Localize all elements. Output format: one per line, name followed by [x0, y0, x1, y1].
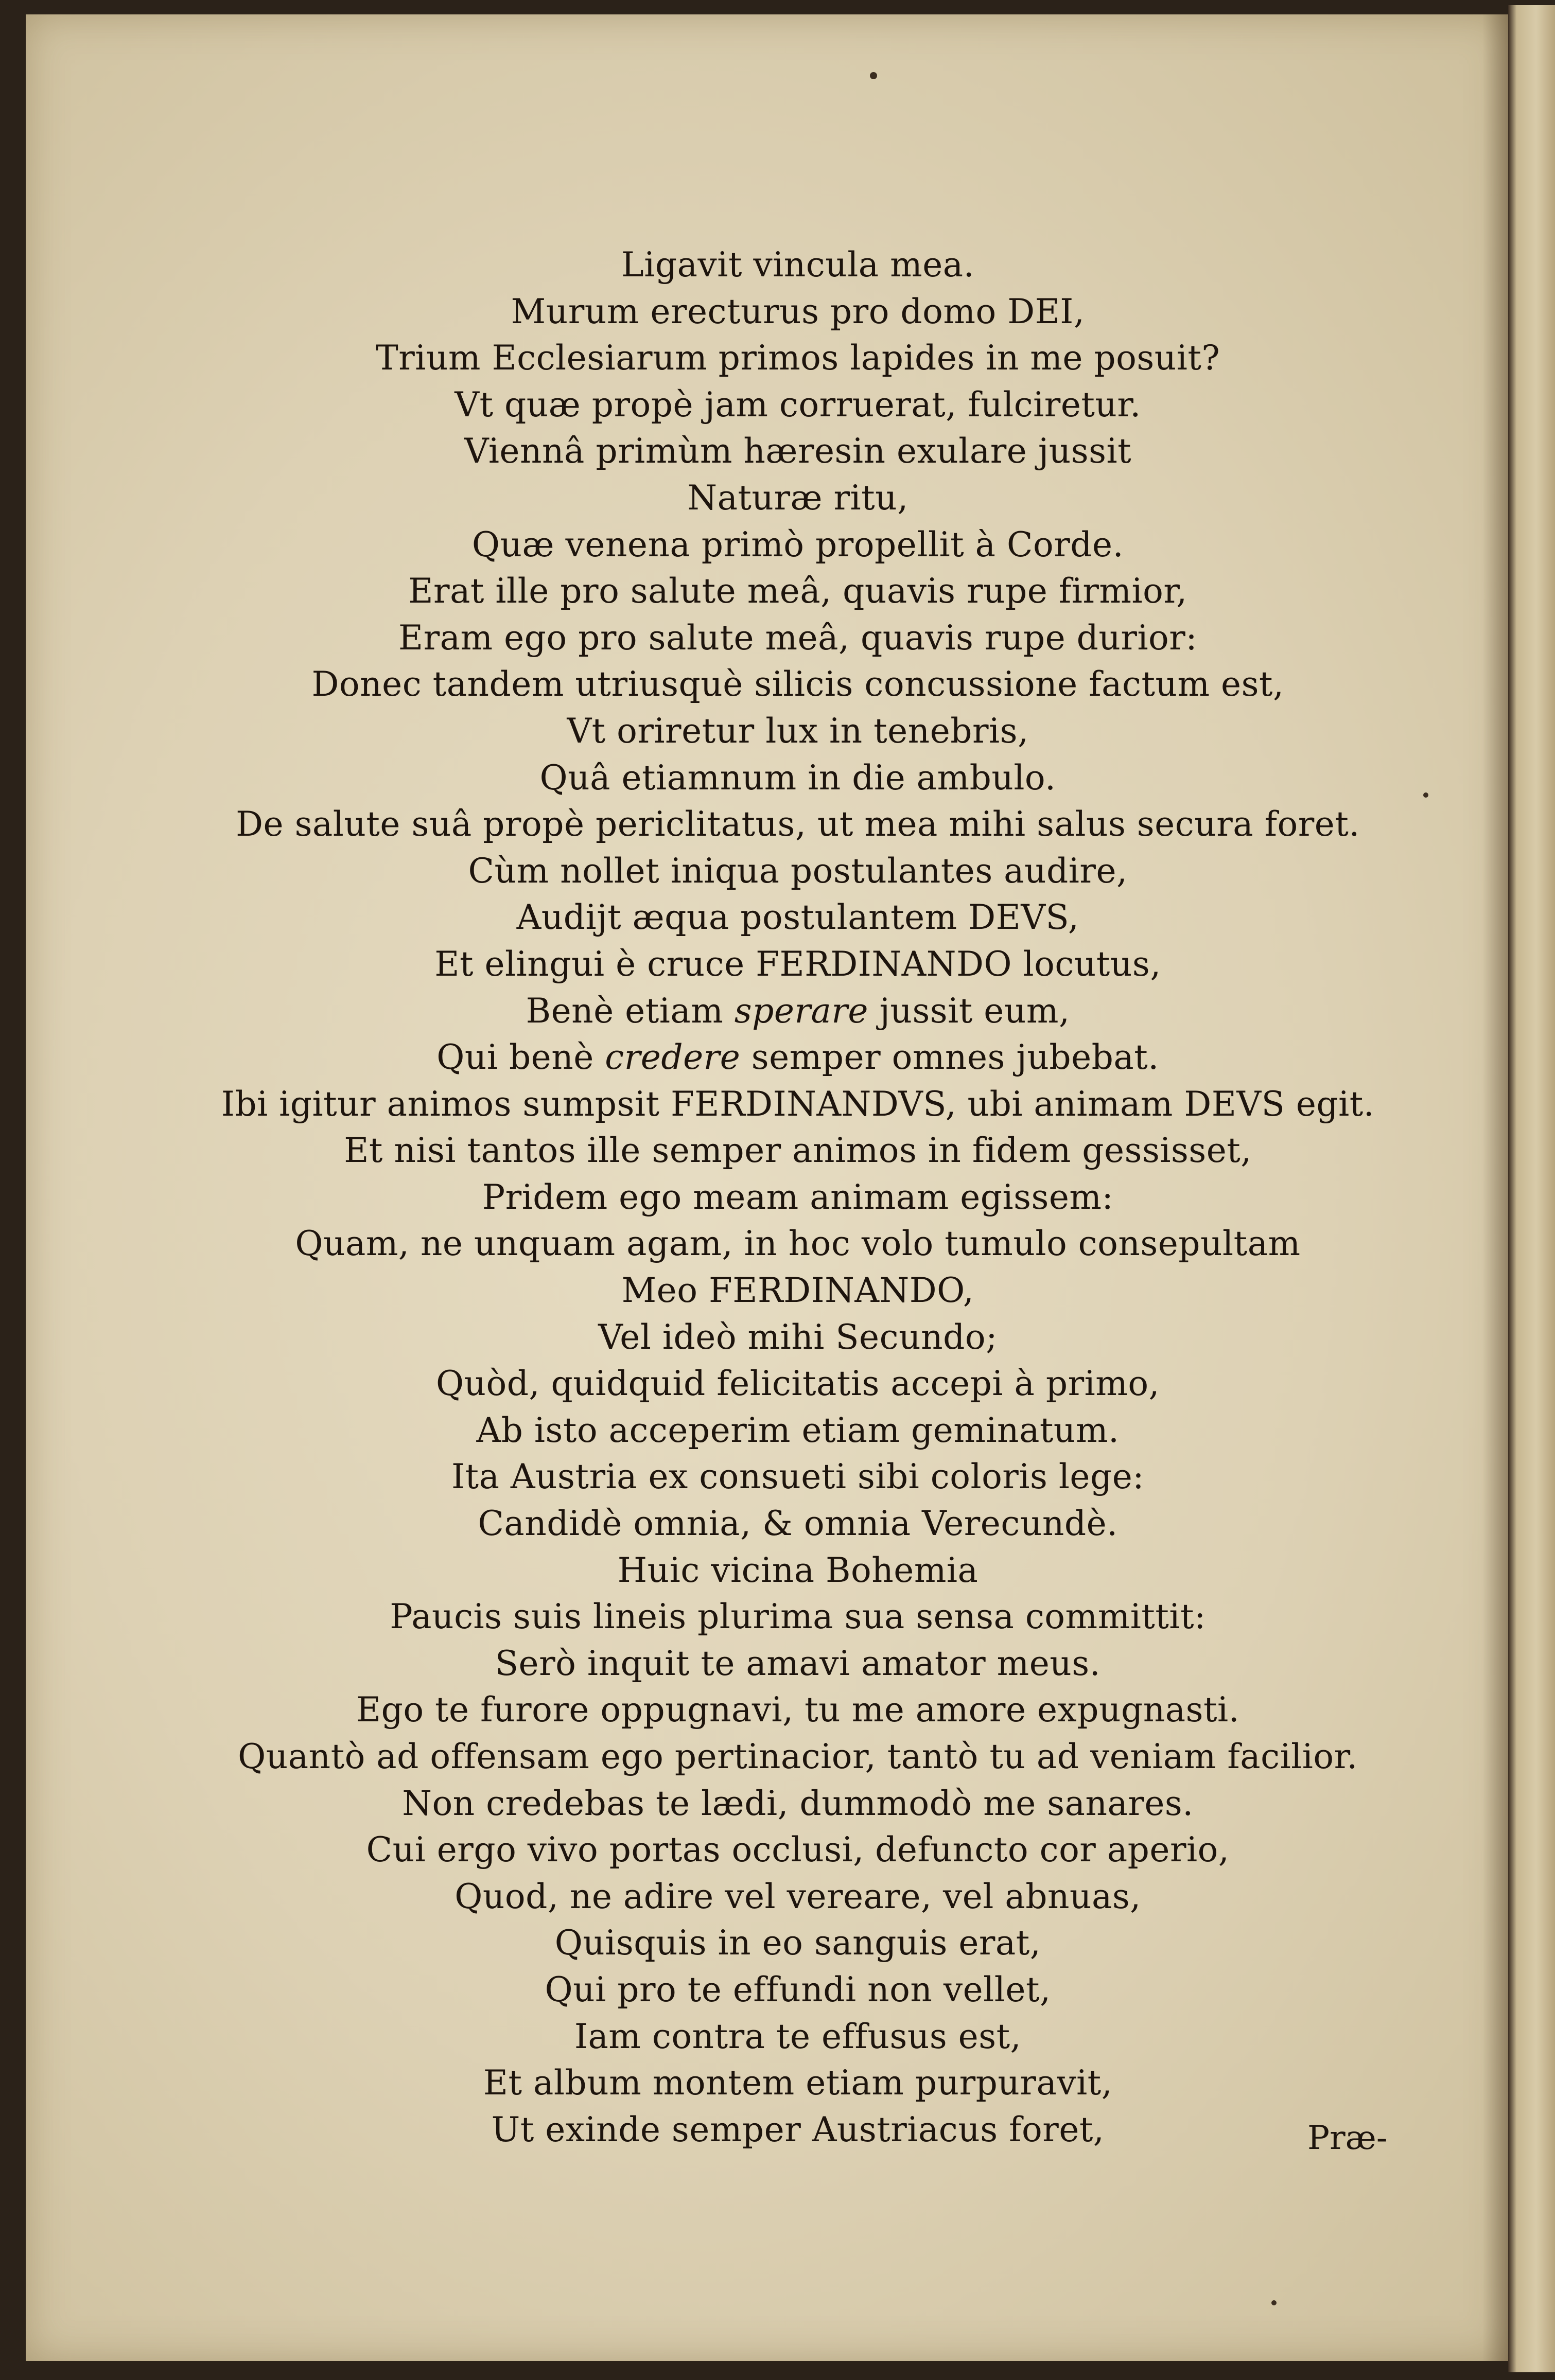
text-line-38: Qui pro te effundi non vellet,	[545, 1969, 1051, 2009]
text-line-1: Ligavit vincula mea.	[621, 245, 975, 285]
text-line-31: Serò inquit te amavi amator meus.	[495, 1643, 1101, 1683]
text-line-12: Quâ etiamnum in die ambulo.	[539, 757, 1056, 798]
text-line-39: Iam contra te effusus est,	[574, 2016, 1022, 2056]
text-line-21: Pridem ego meam animam egissem:	[482, 1177, 1114, 1217]
text-line-27: Ita Austria ex consueti sibi coloris lege:	[451, 1457, 1145, 1497]
text-line-41: Ut exinde semper Austriacus foret,	[491, 2109, 1105, 2149]
text-line-2: Murum erecturus pro domo DEI,	[511, 291, 1085, 331]
text-line-29: Huic vicina Bohemia	[617, 1550, 979, 1590]
text-line-26: Ab isto acceperim etiam geminatum.	[476, 1410, 1120, 1450]
text-line-33: Quantò ad offensam ego pertinacior, tantò tu ad veniam facilior.	[238, 1737, 1358, 1776]
text-line-35: Cui ergo vivo portas occlusi, defuncto cor aperio,	[366, 1830, 1230, 1870]
text-line-14: Cùm nollet iniqua postulantes audire,	[468, 851, 1128, 891]
text-line-28: Candidè omnia, & omnia Verecundè.	[478, 1504, 1118, 1544]
text-line-36: Quod, ne adire vel vereare, vel abnuas,	[455, 1876, 1141, 1916]
text-line-4: Vt quæ propè jam corruerat, fulciretur.	[455, 384, 1141, 425]
text-line-9: Eram ego pro salute meâ, quavis rupe durior:	[398, 618, 1198, 658]
text-block	[103, 242, 1493, 2153]
text-line-40: Et album montem etiam purpuravit,	[483, 2063, 1113, 2103]
italic-sperare: sperare	[734, 991, 868, 1031]
text-line-3: Trium Ecclesiarum primos lapides in me posuit?	[375, 338, 1220, 378]
printer-mark	[870, 72, 877, 79]
text-line-18	[103, 1034, 1493, 1081]
text-line-13: De salute suâ propè periclitatus, ut mea mihi salus secura foret.	[236, 804, 1360, 844]
text-line-17	[103, 988, 1493, 1035]
catchword: Præ-	[1307, 2119, 1388, 2157]
text-line-11: Vt oriretur lux in tenebris,	[567, 711, 1029, 751]
text-line-19: Ibi igitur animos sumpsit FERDINANDVS, ubi animam DEVS egit.	[221, 1084, 1375, 1124]
text-line-37: Quisquis in eo sanguis erat,	[554, 1923, 1041, 1963]
text-line-32: Ego te furore oppugnavi, tu me amore expugnasti.	[356, 1690, 1240, 1730]
text-line-25: Quòd, quidquid felicitatis accepi à primo,	[435, 1364, 1160, 1404]
text-line-6: Naturæ ritu,	[687, 478, 908, 518]
text-line-8: Erat ille pro salute meâ, quavis rupe firmior,	[408, 571, 1187, 611]
text-line-34: Non credebas te lædi, dummodò me sanares.	[402, 1783, 1194, 1823]
text-line-24: Vel ideò mihi Secundo;	[598, 1317, 998, 1357]
text-line-18-end: semper omnes jubebat.	[751, 1037, 1159, 1078]
text-line-18-start: Qui benè	[436, 1037, 594, 1078]
italic-credere: credere	[605, 1037, 741, 1078]
text-line-23: Meo FERDINANDO,	[621, 1271, 974, 1311]
text-line-17-start: Benè etiam	[526, 991, 724, 1031]
ink-speck	[1271, 2300, 1277, 2305]
text-line-20: Et nisi tantos ille semper animos in fidem gessisset,	[344, 1131, 1252, 1171]
text-line-30: Paucis suis lineis plurima sua sensa committit:	[390, 1597, 1206, 1637]
text-line-7: Quæ venena primò propellit à Corde.	[471, 524, 1124, 565]
text-line-15: Audijt æqua postulantem DEVS,	[516, 897, 1079, 938]
text-line-16: Et elingui è cruce FERDINANDO locutus,	[434, 944, 1161, 984]
text-line-5: Viennâ primùm hæresin exulare jussit	[464, 431, 1132, 471]
next-page-edge	[1508, 5, 1555, 2372]
text-line-17-end: jussit eum,	[879, 991, 1070, 1031]
text-line-10: Donec tandem utriusquè silicis concussione factum est,	[311, 664, 1284, 704]
text-line-22: Quam, ne unquam agam, in hoc volo tumulo consepultam	[295, 1224, 1301, 1264]
